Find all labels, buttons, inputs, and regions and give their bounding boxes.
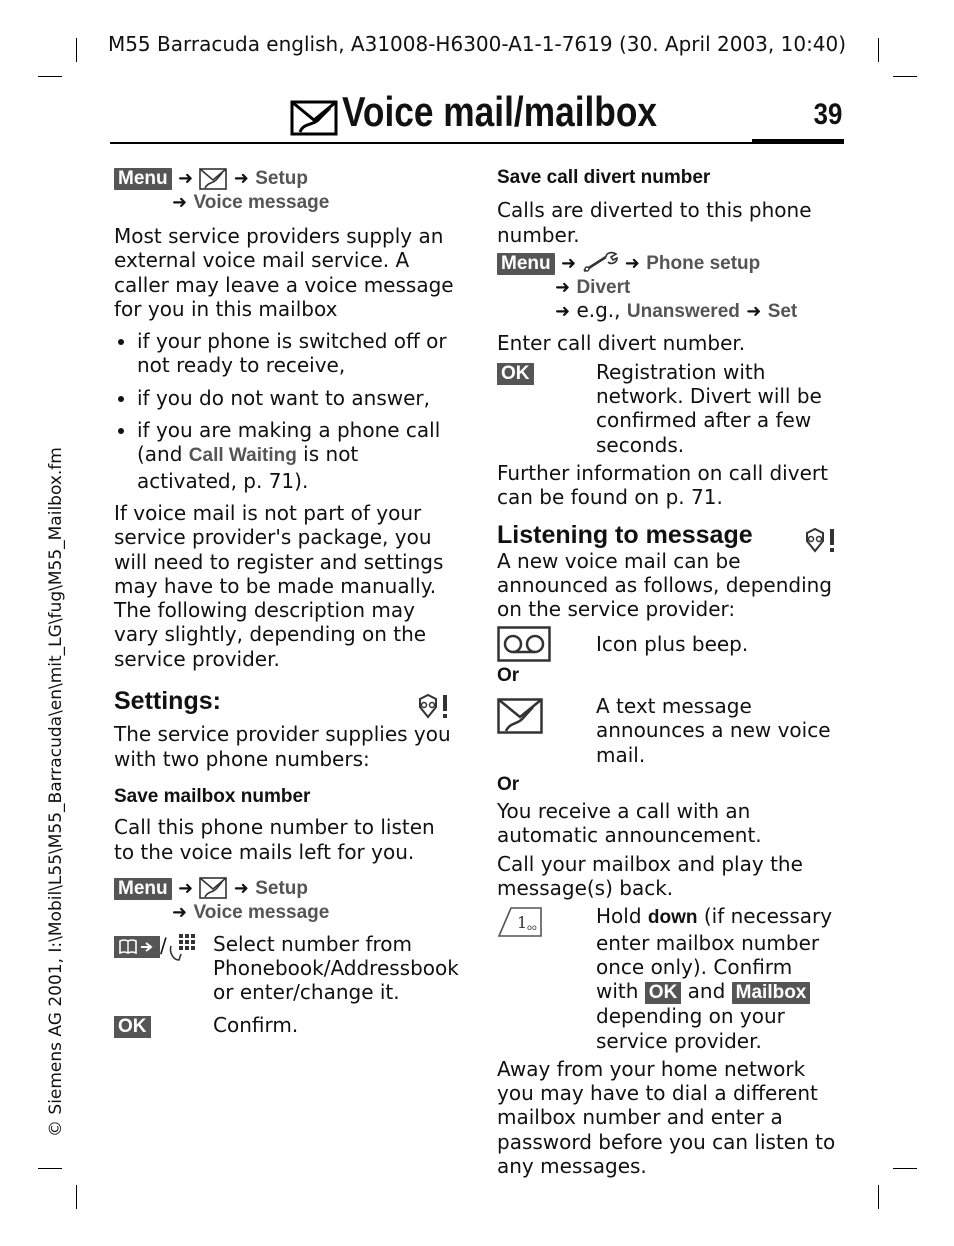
- slash-separator: /: [160, 933, 167, 958]
- ok-key[interactable]: OK: [645, 982, 682, 1004]
- menu-path: [114, 876, 456, 924]
- menu-item-voice-message[interactable]: Voice message: [193, 192, 330, 213]
- settings-heading-row: [114, 689, 456, 714]
- or-label: Or: [497, 664, 520, 686]
- menu-item-unanswered[interactable]: Unanswered: [626, 301, 740, 323]
- paragraph: If voice mail is not part of your service provider's package, you will need to register and settings may have to be made manually. The following description may vary slightly, depending on the service provider.: [114, 500, 444, 671]
- right-column: [497, 166, 839, 1186]
- menu-key[interactable]: Menu: [497, 253, 555, 275]
- menu-item-set[interactable]: Set: [767, 301, 798, 323]
- crop-mark: [38, 1168, 62, 1169]
- paragraph: The service provider supplies you with two phone numbers:: [114, 722, 451, 771]
- paragraph: Call this phone number to listen to the voice mails left for you.: [114, 815, 435, 864]
- menu-item-voice-message[interactable]: Voice message: [193, 901, 330, 923]
- paragraph: Call your mailbox and play the message(s) back.: [497, 851, 803, 901]
- select-number-row: [114, 931, 459, 1005]
- paragraph: Away from your home network you may have to dial a different mailbox number and enter a password before you can listen to any messages.: [497, 1056, 836, 1178]
- svg-text:oo: oo: [527, 923, 537, 933]
- arrow-icon: ➜: [172, 192, 188, 213]
- list-item: • if you do not want to answer,: [137, 386, 456, 410]
- page-title: Voice mail/mailbox: [342, 88, 658, 135]
- crop-mark: [893, 76, 917, 77]
- example-prefix: e.g.,: [576, 298, 627, 323]
- svg-text:1: 1: [517, 913, 528, 933]
- icon-beep-row: [497, 626, 839, 664]
- arrow-icon: ➜: [233, 168, 249, 189]
- paragraph: Further information on call divert can be found on p. 71.: [497, 460, 828, 510]
- voicemail-envelope-icon: [199, 165, 227, 189]
- page-number-rule: [752, 139, 844, 144]
- or-label: Or: [497, 773, 520, 795]
- menu-item-setup[interactable]: Setup: [255, 877, 309, 899]
- menu-path: [114, 166, 456, 214]
- ok-key[interactable]: OK: [497, 363, 534, 385]
- key-1-icon: [497, 906, 543, 938]
- document-header: M55 Barracuda english, A31008-H6300-A1-1-7619 (30. April 2003, 10:40): [107, 32, 847, 56]
- menu-path: [497, 251, 839, 324]
- intro-paragraph: Most service providers supply an external voice mail service. A caller may leave a voice message for you in this mailbox: [114, 224, 454, 321]
- crop-mark: [893, 1168, 917, 1169]
- list-item: • if your phone is switched off or not ready to receive,: [137, 329, 456, 378]
- phonebook-icon[interactable]: [114, 933, 160, 957]
- arrow-icon: ➜: [233, 877, 249, 899]
- voicemail-envelope-icon: [290, 100, 338, 136]
- menu-item-divert[interactable]: Divert: [576, 277, 631, 299]
- arrow-icon: ➜: [624, 252, 640, 274]
- select-number-text: Select number from Phonebook/Addressbook or enter/change it.: [213, 931, 459, 1005]
- paragraph: You receive a call with an automatic announcement.: [497, 799, 762, 848]
- title-rule: [110, 142, 844, 144]
- voicemail-envelope-icon: [497, 698, 543, 734]
- bell-exclaim-icon: [414, 693, 452, 721]
- crop-mark: [38, 76, 62, 77]
- call-waiting-link[interactable]: Call Waiting: [188, 445, 297, 467]
- side-file-path: © Siemens AG 2001, I:\Mobil\L55\M55_Barracuda\en\mit_LG\fug\M55_Mailbox.fm: [46, 447, 66, 1137]
- crop-mark: [76, 1185, 77, 1209]
- hold-down-text: Hold down (if necessary enter mailbox number once only). Confirm with OK and Mailbox depending on your service provider.: [596, 904, 833, 1053]
- confirm-row: [114, 1013, 456, 1037]
- save-mailbox-heading: Save mailbox number: [114, 785, 311, 807]
- confirm-text: Confirm.: [213, 1012, 299, 1037]
- menu-item-phone-setup[interactable]: Phone setup: [646, 252, 761, 274]
- save-divert-heading: Save call divert number: [497, 167, 711, 188]
- menu-item-setup[interactable]: Setup: [255, 168, 309, 189]
- registration-text: Registration with network. Divert will be confirmed after a few seconds.: [596, 359, 822, 457]
- paragraph: Enter call divert number.: [497, 331, 746, 356]
- left-column: [114, 166, 459, 1037]
- bell-exclaim-icon: [801, 527, 839, 555]
- title-row: [110, 88, 844, 144]
- arrow-icon: ➜: [555, 301, 571, 323]
- listening-heading: Listening to message: [497, 521, 753, 550]
- page-number: 39: [813, 98, 842, 131]
- menu-key[interactable]: Menu: [114, 168, 172, 190]
- menu-key[interactable]: Menu: [114, 878, 172, 900]
- keypad-icon[interactable]: [167, 933, 197, 957]
- paragraph: A new voice mail can be announced as follows, depending on the service provider:: [497, 548, 832, 622]
- arrow-icon: ➜: [177, 168, 194, 189]
- listening-heading-row: [497, 523, 839, 548]
- arrow-icon: ➜: [555, 277, 571, 299]
- mailbox-key[interactable]: Mailbox: [732, 982, 811, 1004]
- arrow-icon: ➜: [746, 301, 762, 323]
- voicemail-envelope-icon: [199, 875, 227, 899]
- list-item: • if you are making a phone call (and Call Waiting is not activated, p. 71).: [137, 418, 456, 493]
- arrow-icon: ➜: [172, 901, 188, 923]
- registration-row: [497, 360, 839, 457]
- down-key-label: down: [647, 907, 698, 929]
- ok-key[interactable]: OK: [114, 1016, 151, 1038]
- paragraph: Calls are diverted to this phone number.: [497, 198, 812, 247]
- text-message-row: [497, 694, 839, 767]
- arrow-icon: ➜: [560, 252, 577, 274]
- hold-down-row: [497, 904, 839, 1052]
- arrow-icon: ➜: [177, 877, 194, 899]
- bullet-list: [114, 329, 456, 493]
- text-message-text: A text message announces a new voice mail.: [596, 693, 831, 767]
- crop-mark: [878, 1185, 879, 1209]
- tape-icon: [497, 626, 551, 662]
- wrench-icon: [582, 250, 618, 274]
- settings-heading: Settings:: [114, 687, 221, 716]
- icon-beep-text: Icon plus beep.: [596, 631, 749, 656]
